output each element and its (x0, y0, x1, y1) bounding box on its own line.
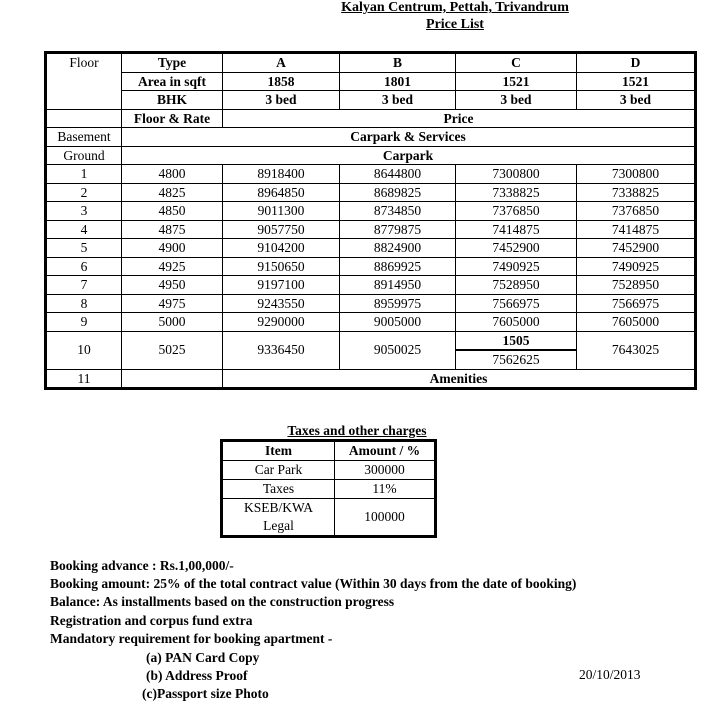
col-b-bhk: 3 bed (340, 91, 456, 110)
floor-cell: 11 (47, 369, 122, 388)
floor-cell: 4 (47, 220, 122, 239)
rate-cell: 4875 (122, 220, 223, 239)
price-a-cell: 9336450 (223, 331, 340, 369)
floor-cell: 3 (47, 202, 122, 221)
floor-cell: 10 (47, 331, 122, 369)
rate-cell: 4850 (122, 202, 223, 221)
price-c-cell: 7566975 (456, 294, 577, 313)
price-a-cell: 9197100 (223, 276, 340, 295)
col-b-area: 1801 (340, 72, 456, 91)
table-row-floor-9 (47, 313, 695, 332)
rate-cell: 5025 (122, 331, 223, 369)
price-c-cell: 7414875 (456, 220, 577, 239)
table-row-floor-5 (47, 239, 695, 258)
price-c-cell: 7300800 (456, 165, 577, 184)
ground-row (47, 146, 695, 165)
price-a-cell: 9290000 (223, 313, 340, 332)
tax-amount-cell: 300000 (335, 461, 435, 480)
floor-cell: 9 (47, 313, 122, 332)
price-c-cell: 7605000 (456, 313, 577, 332)
price-b-cell: 9050025 (340, 331, 456, 369)
tax-amount-cell: 11% (335, 480, 435, 499)
taxes-row (223, 461, 435, 480)
price-d-cell: 7490925 (577, 257, 695, 276)
price-header: Price (223, 109, 695, 128)
floor-cell: 5 (47, 239, 122, 258)
ground-text: Carpark (122, 146, 695, 165)
col-a-name: A (223, 54, 340, 73)
document-date: 20/10/2013 (579, 667, 641, 682)
header-row-price (47, 109, 695, 128)
rate-cell: 4975 (122, 294, 223, 313)
ground-floor: Ground (47, 146, 122, 165)
item-header: Item (223, 442, 335, 461)
price-b-cell: 9005000 (340, 313, 456, 332)
price-b-cell: 8734850 (340, 202, 456, 221)
floor-header-blank (47, 109, 122, 128)
taxes-table (222, 441, 435, 536)
area-header: Area in sqft (122, 72, 223, 91)
price-d-cell: 7605000 (577, 313, 695, 332)
col-d-name: D (577, 54, 695, 73)
taxes-header-row (223, 442, 435, 461)
price-b-cell: 8644800 (340, 165, 456, 184)
table-row-floor-7 (47, 276, 695, 295)
amount-header: Amount / % (335, 442, 435, 461)
price-d-cell: 7528950 (577, 276, 695, 295)
price-a-cell: 9011300 (223, 202, 340, 221)
price-c-cell: 7376850 (456, 202, 577, 221)
floor-cell: 1 (47, 165, 122, 184)
floor-header: Floor (47, 54, 122, 110)
price-d-cell: 7566975 (577, 294, 695, 313)
header-row-bhk (47, 91, 695, 110)
tax-item-cell: Taxes (223, 480, 335, 499)
price-b-cell: 8959975 (340, 294, 456, 313)
price-a-cell: 8918400 (223, 165, 340, 184)
price-a-cell: 8964850 (223, 183, 340, 202)
table-row-floor-1 (47, 165, 695, 184)
price-c-cell: 7528950 (456, 276, 577, 295)
header-row-type (47, 54, 695, 73)
col-a-bhk: 3 bed (223, 91, 340, 110)
table-row-floor-4 (47, 220, 695, 239)
c-area-cell: 1505 (456, 331, 577, 350)
price-d-cell: 7376850 (577, 202, 695, 221)
mandatory-text: Mandatory requirement for booking apartment - (50, 630, 333, 646)
page-subtitle: Price List (426, 17, 484, 32)
price-b-cell: 8689825 (340, 183, 456, 202)
floor-cell: 2 (47, 183, 122, 202)
price-c-cell: 7338825 (456, 183, 577, 202)
table-row-floor-6 (47, 257, 695, 276)
price-b-cell: 8914950 (340, 276, 456, 295)
basement-row (47, 128, 695, 147)
price-d-cell: 7300800 (577, 165, 695, 184)
rate-cell: 4900 (122, 239, 223, 258)
price-d-cell: 7452900 (577, 239, 695, 258)
header-row-area (47, 72, 695, 91)
price-table (46, 53, 695, 388)
kseb-item (223, 499, 335, 536)
kseb-item-line1: KSEB/KWA (243, 500, 313, 515)
rate-cell: 4825 (122, 183, 223, 202)
taxes-row (223, 480, 435, 499)
price-a-cell: 9243550 (223, 294, 340, 313)
col-b-name: B (340, 54, 456, 73)
booking-amount-text: Booking amount: 25% of the total contract value (Within 30 days from the date of booking) (50, 576, 577, 592)
rate-cell: 4950 (122, 276, 223, 295)
price-c-cell: 7562625 (456, 350, 577, 369)
rate-cell-blank (122, 369, 223, 388)
requirement-photo: (c)Passport size Photo (142, 686, 269, 701)
page-title: Kalyan Centrum, Pettah, Trivandrum (341, 0, 569, 15)
price-b-cell: 8869925 (340, 257, 456, 276)
price-d-cell: 7643025 (577, 331, 695, 369)
floor-rate-header: Floor & Rate (122, 109, 223, 128)
notes-block (50, 557, 576, 648)
amenities-text: Amenities (223, 369, 695, 388)
col-d-area: 1521 (577, 72, 695, 91)
price-c-cell: 7452900 (456, 239, 577, 258)
bhk-header: BHK (122, 91, 223, 110)
registration-text: Registration and corpus fund extra (50, 612, 253, 628)
col-c-name: C (456, 54, 577, 73)
floor-cell: 6 (47, 257, 122, 276)
price-a-cell: 9150650 (223, 257, 340, 276)
rate-cell: 5000 (122, 313, 223, 332)
price-a-cell: 9104200 (223, 239, 340, 258)
table-row-floor-8 (47, 294, 695, 313)
booking-advance-text: Booking advance : Rs.1,00,000/- (50, 558, 234, 573)
table-row-floor-3 (47, 202, 695, 221)
kseb-item-line2: Legal (263, 518, 294, 533)
table-row-floor-10 (47, 331, 695, 350)
table-row-floor-2 (47, 183, 695, 202)
floor-cell: 7 (47, 276, 122, 295)
price-d-cell: 7414875 (577, 220, 695, 239)
tax-item-cell: Car Park (223, 461, 335, 480)
floor-cell: 8 (47, 294, 122, 313)
price-b-cell: 8824900 (340, 239, 456, 258)
taxes-row-kseb (223, 499, 435, 536)
price-b-cell: 8779875 (340, 220, 456, 239)
basement-text: Carpark & Services (122, 128, 695, 147)
rate-cell: 4800 (122, 165, 223, 184)
price-d-cell: 7338825 (577, 183, 695, 202)
price-c-cell: 7490925 (456, 257, 577, 276)
requirement-pan: (a) PAN Card Copy (146, 650, 260, 665)
type-header: Type (122, 54, 223, 73)
rate-cell: 4925 (122, 257, 223, 276)
requirement-address: (b) Address Proof (146, 668, 248, 683)
col-a-area: 1858 (223, 72, 340, 91)
col-c-area: 1521 (456, 72, 577, 91)
balance-text: Balance: As installments based on the construction progress (50, 594, 395, 610)
taxes-title: Taxes and other charges (287, 423, 427, 438)
basement-floor: Basement (47, 128, 122, 147)
price-a-cell: 9057750 (223, 220, 340, 239)
kseb-amount: 100000 (335, 499, 435, 536)
col-d-bhk: 3 bed (577, 91, 695, 110)
table-row-floor-11 (47, 369, 695, 388)
col-c-bhk: 3 bed (456, 91, 577, 110)
